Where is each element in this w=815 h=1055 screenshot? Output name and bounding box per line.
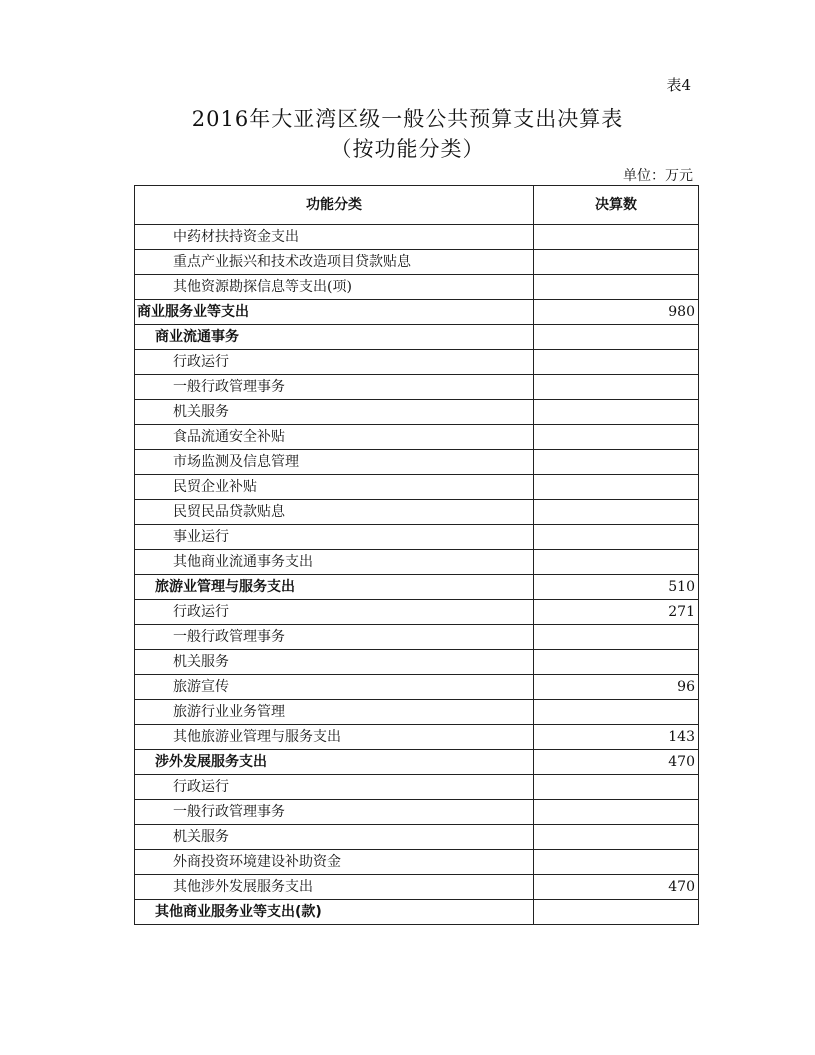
table-row bbox=[135, 400, 699, 425]
table-row bbox=[135, 750, 699, 775]
table-row bbox=[135, 800, 699, 825]
row-category: 旅游宣传 bbox=[135, 675, 534, 700]
row-amount: 271 bbox=[534, 600, 699, 625]
row-amount bbox=[534, 325, 699, 350]
row-category: 行政运行 bbox=[135, 775, 534, 800]
row-amount bbox=[534, 700, 699, 725]
table-row bbox=[135, 625, 699, 650]
table-row bbox=[135, 375, 699, 400]
header-category: 功能分类 bbox=[135, 186, 534, 225]
row-amount bbox=[534, 375, 699, 400]
row-amount bbox=[534, 500, 699, 525]
unit-label: 单位：万元 bbox=[623, 168, 693, 184]
row-category: 机关服务 bbox=[135, 825, 534, 850]
table-row bbox=[135, 725, 699, 750]
row-category: 民贸民品贷款贴息 bbox=[135, 500, 534, 525]
table-row bbox=[135, 825, 699, 850]
table-row bbox=[135, 225, 699, 250]
row-category: 事业运行 bbox=[135, 525, 534, 550]
row-category: 行政运行 bbox=[135, 600, 534, 625]
row-category: 机关服务 bbox=[135, 650, 534, 675]
row-amount bbox=[534, 450, 699, 475]
row-amount bbox=[534, 900, 699, 925]
row-category: 中药材扶持资金支出 bbox=[135, 225, 534, 250]
row-category: 其他商业服务业等支出(款) bbox=[135, 900, 534, 925]
row-category: 外商投资环境建设补助资金 bbox=[135, 850, 534, 875]
table-row bbox=[135, 425, 699, 450]
table-row bbox=[135, 250, 699, 275]
row-amount bbox=[534, 400, 699, 425]
row-amount bbox=[534, 425, 699, 450]
row-category: 民贸企业补贴 bbox=[135, 475, 534, 500]
row-amount bbox=[534, 625, 699, 650]
table-header-row bbox=[135, 186, 699, 225]
row-category: 机关服务 bbox=[135, 400, 534, 425]
row-amount: 980 bbox=[534, 300, 699, 325]
row-category: 一般行政管理事务 bbox=[135, 800, 534, 825]
row-amount: 143 bbox=[534, 725, 699, 750]
row-amount bbox=[534, 350, 699, 375]
table-row bbox=[135, 450, 699, 475]
table-row bbox=[135, 850, 699, 875]
row-category: 重点产业振兴和技术改造项目贷款贴息 bbox=[135, 250, 534, 275]
row-amount: 470 bbox=[534, 875, 699, 900]
row-amount bbox=[534, 525, 699, 550]
row-category: 一般行政管理事务 bbox=[135, 375, 534, 400]
row-amount bbox=[534, 825, 699, 850]
page-title: 2016年大亚湾区级一般公共预算支出决算表 bbox=[191, 107, 624, 131]
header-amount: 决算数 bbox=[534, 186, 699, 225]
row-amount bbox=[534, 550, 699, 575]
table-row bbox=[135, 525, 699, 550]
table-row bbox=[135, 500, 699, 525]
table-row bbox=[135, 875, 699, 900]
table-row bbox=[135, 350, 699, 375]
table-row bbox=[135, 600, 699, 625]
row-amount bbox=[534, 850, 699, 875]
row-amount: 96 bbox=[534, 675, 699, 700]
row-amount bbox=[534, 650, 699, 675]
table-row bbox=[135, 275, 699, 300]
budget-table bbox=[134, 185, 699, 925]
table-row bbox=[135, 650, 699, 675]
table-row bbox=[135, 575, 699, 600]
row-category: 其他涉外发展服务支出 bbox=[135, 875, 534, 900]
table-row bbox=[135, 550, 699, 575]
row-category: 其他商业流通事务支出 bbox=[135, 550, 534, 575]
row-category: 行政运行 bbox=[135, 350, 534, 375]
table-row bbox=[135, 775, 699, 800]
row-amount bbox=[534, 225, 699, 250]
row-category: 其他旅游业管理与服务支出 bbox=[135, 725, 534, 750]
row-category: 涉外发展服务支出 bbox=[135, 750, 534, 775]
table-row bbox=[135, 700, 699, 725]
row-category: 其他资源勘探信息等支出(项) bbox=[135, 275, 534, 300]
table-row bbox=[135, 475, 699, 500]
row-amount: 510 bbox=[534, 575, 699, 600]
row-category: 商业流通事务 bbox=[135, 325, 534, 350]
page-subtitle: （按功能分类） bbox=[330, 137, 485, 161]
row-amount bbox=[534, 250, 699, 275]
table-row bbox=[135, 300, 699, 325]
row-category: 食品流通安全补贴 bbox=[135, 425, 534, 450]
row-amount: 470 bbox=[534, 750, 699, 775]
row-amount bbox=[534, 475, 699, 500]
row-amount bbox=[534, 775, 699, 800]
row-category: 市场监测及信息管理 bbox=[135, 450, 534, 475]
table-row bbox=[135, 900, 699, 925]
row-amount bbox=[534, 800, 699, 825]
row-category: 旅游行业业务管理 bbox=[135, 700, 534, 725]
row-category: 商业服务业等支出 bbox=[135, 300, 534, 325]
table-row bbox=[135, 675, 699, 700]
row-amount bbox=[534, 275, 699, 300]
table-row bbox=[135, 325, 699, 350]
table-number: 表4 bbox=[666, 76, 691, 94]
row-category: 旅游业管理与服务支出 bbox=[135, 575, 534, 600]
row-category: 一般行政管理事务 bbox=[135, 625, 534, 650]
